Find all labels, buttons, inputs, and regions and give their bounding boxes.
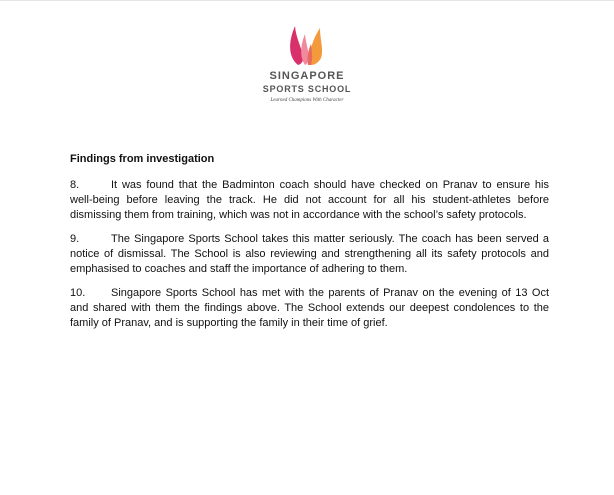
- logo-tagline: Learned Champions With Character: [270, 98, 344, 103]
- document-body: [70, 152, 549, 340]
- school-logo: [0, 24, 614, 103]
- logo-name-line1: SINGAPORE: [269, 70, 345, 82]
- paragraph-text: Singapore Sports School has met with the parents of Pranav on the evening of 13 Oct and shared with them the findings above. The School extends our deepest condolences to the family of Pranav, and is supporting the family in their time of grief.: [70, 287, 549, 329]
- paragraph-10: [70, 286, 549, 331]
- paragraph-text: It was found that the Badminton coach should have checked on Pranav to ensure his well-being before leaving the track. He did not account for all his student-athletes before dismissing them from training, which was not in accordance with the school’s safety protocols.: [70, 179, 549, 221]
- paragraph-text: The Singapore Sports School takes this matter seriously. The coach has been served a notice of dismissal. The School is also reviewing and strengthening all its safety protocols and emphasised to coaches and staff the importance of adhering to them.: [70, 233, 549, 275]
- section-heading: Findings from investigation: [70, 153, 215, 165]
- flame-logo-icon: [284, 24, 330, 66]
- paragraph-8: [70, 178, 549, 223]
- paragraph-number: 8.: [70, 179, 80, 191]
- logo-name-line2: SPORTS SCHOOL: [262, 84, 352, 94]
- paragraph-number: 10.: [70, 287, 86, 299]
- page-top-border: [0, 0, 614, 1]
- paragraph-number: 9.: [70, 233, 80, 245]
- paragraph-9: [70, 232, 549, 277]
